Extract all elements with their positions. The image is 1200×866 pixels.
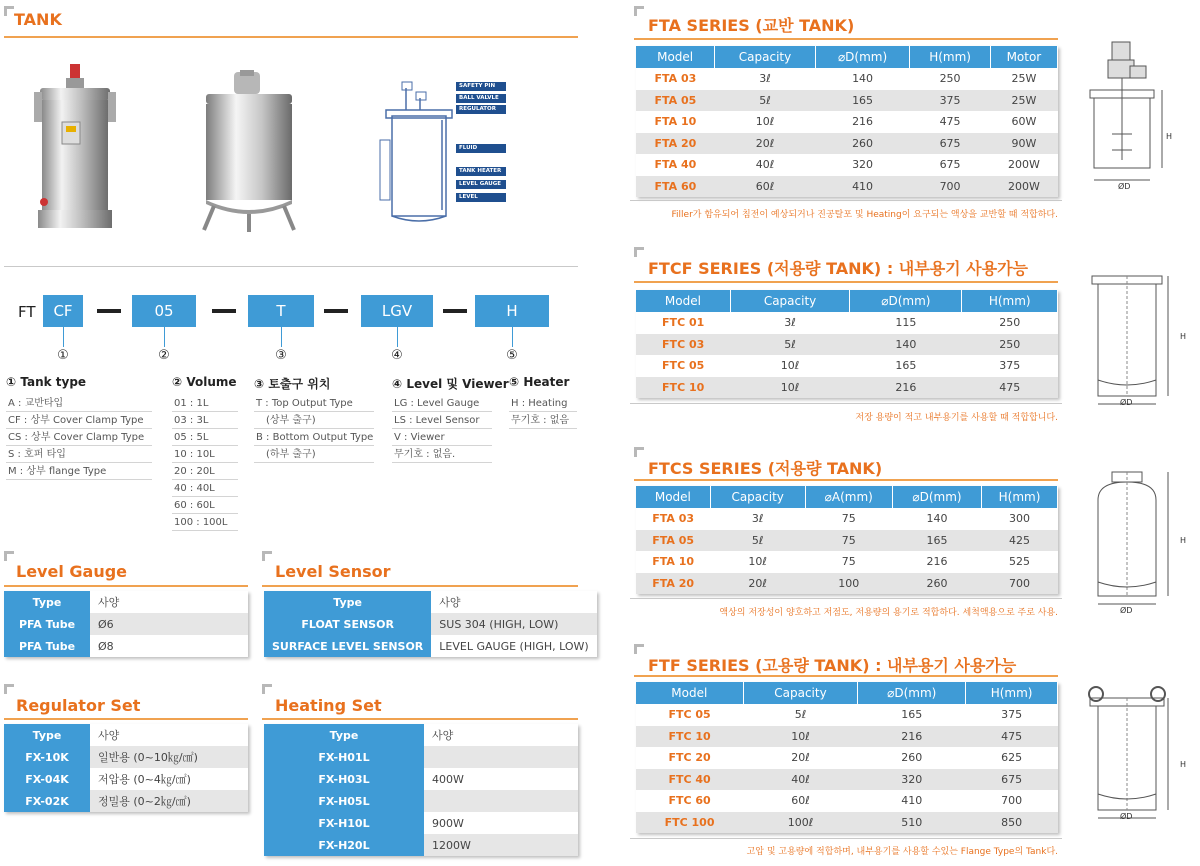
option-item: V : Viewer xyxy=(392,429,492,446)
cell: 100ℓ xyxy=(743,812,858,834)
cell: FX-H03L xyxy=(264,768,424,790)
callout-level-gauge: LEVEL GAUGE xyxy=(456,180,506,189)
cell: 10ℓ xyxy=(710,551,805,573)
cell: 525 xyxy=(982,551,1058,573)
cell: Ø8 xyxy=(90,635,248,657)
cell: 250 xyxy=(910,68,990,90)
option-item: CS : 상부 Cover Clamp Type xyxy=(6,429,152,446)
cell: 320 xyxy=(815,154,910,176)
cell: 216 xyxy=(858,726,966,748)
section-corner xyxy=(262,684,272,694)
cell: FTC 100 xyxy=(636,812,743,834)
cell: 5ℓ xyxy=(743,704,858,726)
cell: FTA 20 xyxy=(636,573,710,595)
cell: FTC 20 xyxy=(636,747,743,769)
code-dash xyxy=(324,309,348,313)
option-item: 03 : 3L xyxy=(172,412,238,429)
option-head-level: ④ Level 및 Viewer xyxy=(392,377,509,391)
cell: 410 xyxy=(815,176,910,198)
level-sensor-title: Level Sensor xyxy=(275,562,391,581)
cell: 675 xyxy=(910,133,990,155)
option-item: S : 호퍼 타입 xyxy=(6,446,152,463)
tank-title: TANK xyxy=(14,10,62,29)
tank-title-rule xyxy=(4,36,578,38)
cell: Type xyxy=(264,724,424,746)
option-item: 100 : 100L xyxy=(172,514,238,531)
option-item: B : Bottom Output Type xyxy=(254,429,374,446)
option-item: LS : Level Sensor xyxy=(392,412,492,429)
cell: 410 xyxy=(858,790,966,812)
cell: FTC 10 xyxy=(636,726,743,748)
option-item: LG : Level Gauge xyxy=(392,395,492,412)
divider xyxy=(630,838,1062,839)
cell: 10ℓ xyxy=(730,355,849,377)
cell: 250 xyxy=(962,312,1058,334)
regulator-set-table xyxy=(4,724,248,812)
section-corner xyxy=(4,6,14,16)
cell: FTA 20 xyxy=(636,133,715,155)
cell: Ø6 xyxy=(90,613,248,635)
fta-note: Filler가 함유되어 침전이 예상되거나 진공탈포 및 Heating이 요구되는 액상을 교반할 때 적합하다. xyxy=(671,210,1058,220)
cell: 25W xyxy=(990,90,1057,112)
pressure-tank-photo xyxy=(30,62,120,234)
dimension-d-label: ØD xyxy=(1118,182,1131,191)
code-connector xyxy=(397,327,398,347)
option-item: 40 : 40L xyxy=(172,480,238,497)
cell: 40ℓ xyxy=(715,154,816,176)
code-box-volume: 05 xyxy=(132,295,196,327)
cell: FTA 05 xyxy=(636,90,715,112)
title-rule xyxy=(634,675,1058,677)
cell: 675 xyxy=(966,769,1058,791)
cell: 510 xyxy=(858,812,966,834)
col-header: Model xyxy=(636,486,710,508)
dimension-h-label: H xyxy=(1180,760,1187,769)
cell: 115 xyxy=(850,312,962,334)
option-list-level xyxy=(392,395,492,463)
cell: 675 xyxy=(910,154,990,176)
code-connector xyxy=(281,327,282,347)
option-head-volume: ② Volume xyxy=(172,375,237,389)
cell: 260 xyxy=(815,133,910,155)
cell: FTA 03 xyxy=(636,68,715,90)
col-header: H(mm) xyxy=(962,290,1058,312)
col-header: Model xyxy=(636,290,730,312)
heating-set-title: Heating Set xyxy=(275,696,382,715)
option-list-volume xyxy=(172,395,238,531)
cell xyxy=(424,790,578,812)
cell: 165 xyxy=(815,90,910,112)
cell: 60ℓ xyxy=(743,790,858,812)
cell: FTA 05 xyxy=(636,530,710,552)
ftcf-note: 저장 용량이 적고 내부용기를 사용할 때 적합합니다. xyxy=(855,413,1058,423)
title-rule xyxy=(4,718,248,720)
option-head-output: ③ 토출구 위치 xyxy=(254,377,331,391)
option-item: M : 상부 flange Type xyxy=(6,463,152,480)
ftcs-series-title: FTCS SERIES (저용량 TANK) xyxy=(648,459,883,478)
option-item: H : Heating xyxy=(509,395,577,412)
cell: 사양 xyxy=(90,591,248,613)
cell: 5ℓ xyxy=(730,334,849,356)
callout-regulator: REGULATOR xyxy=(456,105,506,114)
cell: 475 xyxy=(962,377,1058,399)
cell: FX-H01L xyxy=(264,746,424,768)
col-header: H(mm) xyxy=(966,682,1058,704)
cell: 165 xyxy=(858,704,966,726)
cell: 사양 xyxy=(424,724,578,746)
ftf-note: 고압 및 고용량에 적합하며, 내부용기를 사용할 수있는 Flange Type의 Tank다. xyxy=(746,847,1058,857)
option-item: 무기호 : 없음 xyxy=(509,412,577,429)
cell: 375 xyxy=(966,704,1058,726)
code-connector xyxy=(164,327,165,347)
cell: 700 xyxy=(966,790,1058,812)
fta-series-table xyxy=(636,46,1058,197)
callout-fluid-output: FLUID OUTPUT xyxy=(456,144,506,153)
ftcs-series-table xyxy=(636,486,1058,594)
title-rule xyxy=(634,38,1058,40)
cell: 100 xyxy=(805,573,892,595)
cell: 320 xyxy=(858,769,966,791)
agitator-tank-photo xyxy=(196,70,302,234)
cell: 140 xyxy=(892,508,981,530)
code-index-1: ① xyxy=(57,348,69,363)
col-header: ⌀D(mm) xyxy=(850,290,962,312)
cell: FTC 60 xyxy=(636,790,743,812)
cell: 425 xyxy=(982,530,1058,552)
option-item: 20 : 20L xyxy=(172,463,238,480)
option-item: 10 : 10L xyxy=(172,446,238,463)
code-prefix: FT xyxy=(18,303,36,321)
divider xyxy=(630,403,1062,404)
cell: FX-H05L xyxy=(264,790,424,812)
dimension-d-label: ØD xyxy=(1120,398,1133,407)
cell: 216 xyxy=(815,111,910,133)
cell: FLOAT SENSOR xyxy=(264,613,431,635)
code-dash xyxy=(212,309,236,313)
col-header: H(mm) xyxy=(910,46,990,68)
option-item: (상부 출구) xyxy=(254,412,374,429)
cell: SURFACE LEVEL SENSOR xyxy=(264,635,431,657)
option-list-tank-type xyxy=(6,395,152,480)
cell: 60ℓ xyxy=(715,176,816,198)
col-header: Motor xyxy=(990,46,1057,68)
cell: 5ℓ xyxy=(710,530,805,552)
cell: FX-H20L xyxy=(264,834,424,856)
cell: 900W xyxy=(424,812,578,834)
title-rule xyxy=(634,281,1058,283)
code-box-tank-type: CF xyxy=(43,295,83,327)
cell: FTA 10 xyxy=(636,111,715,133)
cell: LEVEL GAUGE (HIGH, LOW) xyxy=(431,635,596,657)
col-header: Model xyxy=(636,46,715,68)
option-item: 05 : 5L xyxy=(172,429,238,446)
option-list-output xyxy=(254,395,374,463)
col-header: ⌀D(mm) xyxy=(892,486,981,508)
cell: 375 xyxy=(962,355,1058,377)
divider xyxy=(630,598,1062,599)
cell: 사양 xyxy=(431,591,596,613)
title-rule xyxy=(262,718,578,720)
cell: 850 xyxy=(966,812,1058,834)
cell: 300 xyxy=(982,508,1058,530)
cell: 75 xyxy=(805,551,892,573)
cell: 375 xyxy=(910,90,990,112)
cell: 75 xyxy=(805,530,892,552)
option-item: 01 : 1L xyxy=(172,395,238,412)
level-sensor-table xyxy=(264,591,597,657)
col-header: ⌀D(mm) xyxy=(815,46,910,68)
option-head-tank-type: ① Tank type xyxy=(6,375,87,389)
section-corner xyxy=(634,447,644,457)
regulator-set-title: Regulator Set xyxy=(16,696,141,715)
cell: 20ℓ xyxy=(743,747,858,769)
option-item: T : Top Output Type xyxy=(254,395,374,412)
cell: 40ℓ xyxy=(743,769,858,791)
cell: 사양 xyxy=(90,724,248,746)
cell: 216 xyxy=(850,377,962,399)
callout-ball-valve: BALL VALVLE xyxy=(456,94,506,103)
callout-tank-heater: TANK HEATER xyxy=(456,167,506,176)
cell: FTC 01 xyxy=(636,312,730,334)
cell xyxy=(424,746,578,768)
dimension-d-label: ØD xyxy=(1120,812,1133,821)
cell: PFA Tube xyxy=(4,635,90,657)
heating-set-table xyxy=(264,724,578,856)
ftcf-series-table xyxy=(636,290,1058,398)
cell: 140 xyxy=(815,68,910,90)
title-rule xyxy=(4,585,248,587)
code-connector xyxy=(63,327,64,347)
dimension-h-label: H xyxy=(1166,132,1173,141)
cell: 20ℓ xyxy=(715,133,816,155)
cell: Type xyxy=(264,591,431,613)
cell: FX-H10L xyxy=(264,812,424,834)
cell: 165 xyxy=(850,355,962,377)
fta-tank-drawing xyxy=(1078,40,1174,190)
section-corner xyxy=(634,6,644,16)
cell: 260 xyxy=(892,573,981,595)
cell: 400W xyxy=(424,768,578,790)
section-corner xyxy=(4,551,14,561)
cell: 저압용 (0~4㎏/㎠) xyxy=(90,768,248,790)
cell: 200W xyxy=(990,154,1057,176)
code-box-output: T xyxy=(248,295,314,327)
col-header: Capacity xyxy=(730,290,849,312)
title-rule xyxy=(634,479,1058,481)
cell: 625 xyxy=(966,747,1058,769)
ftf-series-table xyxy=(636,682,1058,833)
dimension-h-label: H xyxy=(1180,332,1187,341)
col-header: Capacity xyxy=(715,46,816,68)
cell: 216 xyxy=(892,551,981,573)
cell: 200W xyxy=(990,176,1057,198)
option-item: CF : 상부 Cover Clamp Type xyxy=(6,412,152,429)
code-connector xyxy=(512,327,513,347)
callout-safety-pin: SAFETY PIN xyxy=(456,82,506,91)
cell: FTC 40 xyxy=(636,769,743,791)
title-rule xyxy=(262,585,578,587)
code-dash xyxy=(97,309,121,313)
cell: 3ℓ xyxy=(715,68,816,90)
cell: FTC 05 xyxy=(636,704,743,726)
section-corner xyxy=(4,684,14,694)
col-header: H(mm) xyxy=(982,486,1058,508)
col-header: Capacity xyxy=(710,486,805,508)
option-item: (하부 출구) xyxy=(254,446,374,463)
cell: SUS 304 (HIGH, LOW) xyxy=(431,613,596,635)
cell: FX-02K xyxy=(4,790,90,812)
dimension-d-label: ØD xyxy=(1120,606,1133,615)
cell: 10ℓ xyxy=(715,111,816,133)
ftcf-tank-drawing xyxy=(1084,272,1174,412)
cell: 165 xyxy=(892,530,981,552)
cell: FTA 60 xyxy=(636,176,715,198)
divider xyxy=(4,266,578,267)
cell: Type xyxy=(4,591,90,613)
col-header: Capacity xyxy=(743,682,858,704)
cell: 475 xyxy=(910,111,990,133)
cell: 정밀용 (0~2㎏/㎠) xyxy=(90,790,248,812)
cell: FTA 40 xyxy=(636,154,715,176)
code-index-4: ④ xyxy=(391,348,403,363)
cell: 700 xyxy=(910,176,990,198)
ftf-series-title: FTF SERIES (고용량 TANK) : 내부용기 사용가능 xyxy=(648,656,1017,675)
level-gauge-table xyxy=(4,591,248,657)
code-dash xyxy=(443,309,467,313)
cell: FTA 03 xyxy=(636,508,710,530)
option-list-heater xyxy=(509,395,577,429)
cell: Type xyxy=(4,724,90,746)
cell: 60W xyxy=(990,111,1057,133)
cell: 75 xyxy=(805,508,892,530)
cell: FTC 03 xyxy=(636,334,730,356)
code-box-level: LGV xyxy=(361,295,433,327)
col-header: ⌀A(mm) xyxy=(805,486,892,508)
cell: FX-04K xyxy=(4,768,90,790)
ftcf-series-title: FTCF SERIES (저용량 TANK) : 내부용기 사용가능 xyxy=(648,259,1029,278)
cell: 20ℓ xyxy=(710,573,805,595)
cell: 1200W xyxy=(424,834,578,856)
cell: 일반용 (0~10㎏/㎠) xyxy=(90,746,248,768)
cell: 5ℓ xyxy=(715,90,816,112)
option-item: 60 : 60L xyxy=(172,497,238,514)
code-index-3: ③ xyxy=(275,348,287,363)
code-index-5: ⑤ xyxy=(506,348,518,363)
ftf-tank-drawing xyxy=(1084,682,1174,828)
col-header: Model xyxy=(636,682,743,704)
option-head-heater: ⑤ Heater xyxy=(509,375,570,389)
cell: FTA 10 xyxy=(636,551,710,573)
cell: 260 xyxy=(858,747,966,769)
cell: 475 xyxy=(966,726,1058,748)
ftcs-tank-drawing xyxy=(1084,470,1174,614)
level-gauge-title: Level Gauge xyxy=(16,562,128,581)
cell: 3ℓ xyxy=(710,508,805,530)
ftcs-note: 액상의 저장성이 양호하고 저점도, 저용량의 용기로 적합하다. 세척액용으로 주로 사용. xyxy=(719,608,1058,618)
cell: 140 xyxy=(850,334,962,356)
fta-series-title: FTA SERIES (교반 TANK) xyxy=(648,16,855,35)
code-index-2: ② xyxy=(158,348,170,363)
tank-schematic-drawing xyxy=(376,80,460,230)
divider xyxy=(630,200,1062,201)
cell: 90W xyxy=(990,133,1057,155)
cell: FTC 05 xyxy=(636,355,730,377)
callout-level-switch: LEVEL SWITCH xyxy=(456,193,506,202)
cell: 250 xyxy=(962,334,1058,356)
cell: 25W xyxy=(990,68,1057,90)
section-corner xyxy=(634,247,644,257)
col-header: ⌀D(mm) xyxy=(858,682,966,704)
cell: FX-10K xyxy=(4,746,90,768)
cell: 10ℓ xyxy=(730,377,849,399)
cell: 3ℓ xyxy=(730,312,849,334)
code-box-heater: H xyxy=(475,295,549,327)
cell: 700 xyxy=(982,573,1058,595)
section-corner xyxy=(262,551,272,561)
section-corner xyxy=(634,644,644,654)
cell: 10ℓ xyxy=(743,726,858,748)
cell: FTC 10 xyxy=(636,377,730,399)
option-item: A : 교반타입 xyxy=(6,395,152,412)
option-item: 무기호 : 없음. xyxy=(392,446,492,463)
cell: PFA Tube xyxy=(4,613,90,635)
dimension-h-label: H xyxy=(1180,536,1187,545)
